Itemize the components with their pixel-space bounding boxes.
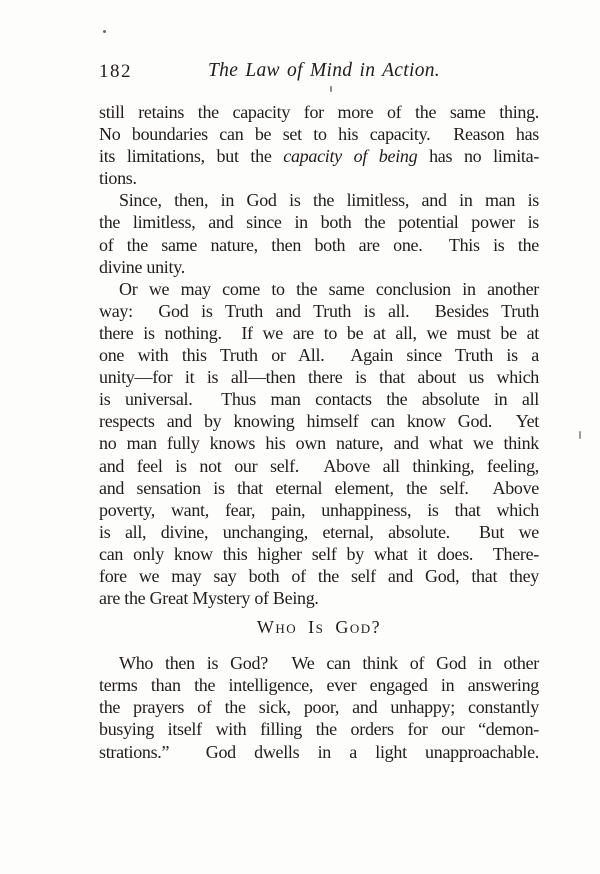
running-title: The Law of Mind in Action. <box>208 60 440 81</box>
text-line: divine unity. <box>99 256 185 277</box>
section-heading: Who Is God? <box>256 617 382 638</box>
text-line: of the same nature, then both are one. This is the <box>99 234 539 255</box>
text-line: there is nothing. If we are to be at all, we must be at <box>99 322 539 343</box>
text-line: can only know this higher self by what it does. There- <box>99 543 539 564</box>
text-line: way: God is Truth and Truth is all. Besides Truth <box>99 300 539 321</box>
scan-speck <box>103 30 106 33</box>
text-line: tions. <box>99 168 137 189</box>
text-line: fore we may say both of the self and God, that they <box>99 565 539 586</box>
text-line: the limitless, and since in both the potential power is <box>99 212 539 233</box>
text-line: still retains the capacity for more of the same thing. <box>99 102 539 122</box>
scan-speck <box>330 86 332 92</box>
text-line: and feel is not our self. Above all thinking, feeling, <box>99 455 539 476</box>
text-block <box>99 101 539 763</box>
text-line: Who then is God? We can think of God in other <box>119 653 539 674</box>
text-line: is all, divine, unchanging, eternal, absolute. But we <box>99 521 539 542</box>
text-line: Or we may come to the same conclusion in another <box>119 278 539 299</box>
text-line: respects and by knowing himself can know God. Yet <box>99 411 539 432</box>
text-line: Since, then, in God is the limitless, and in man is <box>119 190 539 211</box>
text-line: poverty, want, fear, pain, unhappiness, is that which <box>99 499 539 520</box>
text-line: its limitations, but the capacity of being has no limita- <box>99 146 540 167</box>
text-line: busying itself with filling the orders for our “demon- <box>99 719 539 740</box>
text-line: the prayers of the sick, poor, and unhappy; constantly <box>99 697 539 718</box>
page-number: 182 <box>99 61 132 82</box>
text-line: no man fully knows his own nature, and what we think <box>99 433 539 454</box>
text-line: and sensation is that eternal element, the self. Above <box>99 477 539 498</box>
text-line: strations.” God dwells in a light unapproachable. <box>99 741 539 762</box>
text-line: one with this Truth or All. Again since Truth is a <box>99 345 539 366</box>
text-line: unity—for it is all—then there is that about us which <box>99 367 539 388</box>
page-header <box>99 60 539 86</box>
text-line: are the Great Mystery of Being. <box>99 588 319 609</box>
text-line: No boundaries can be set to his capacity. Reason has <box>99 124 539 145</box>
text-line: is universal. Thus man contacts the absolute in all <box>99 389 539 410</box>
scan-speck <box>579 431 581 439</box>
text-line: terms than the intelligence, ever engaged in answering <box>99 675 539 696</box>
